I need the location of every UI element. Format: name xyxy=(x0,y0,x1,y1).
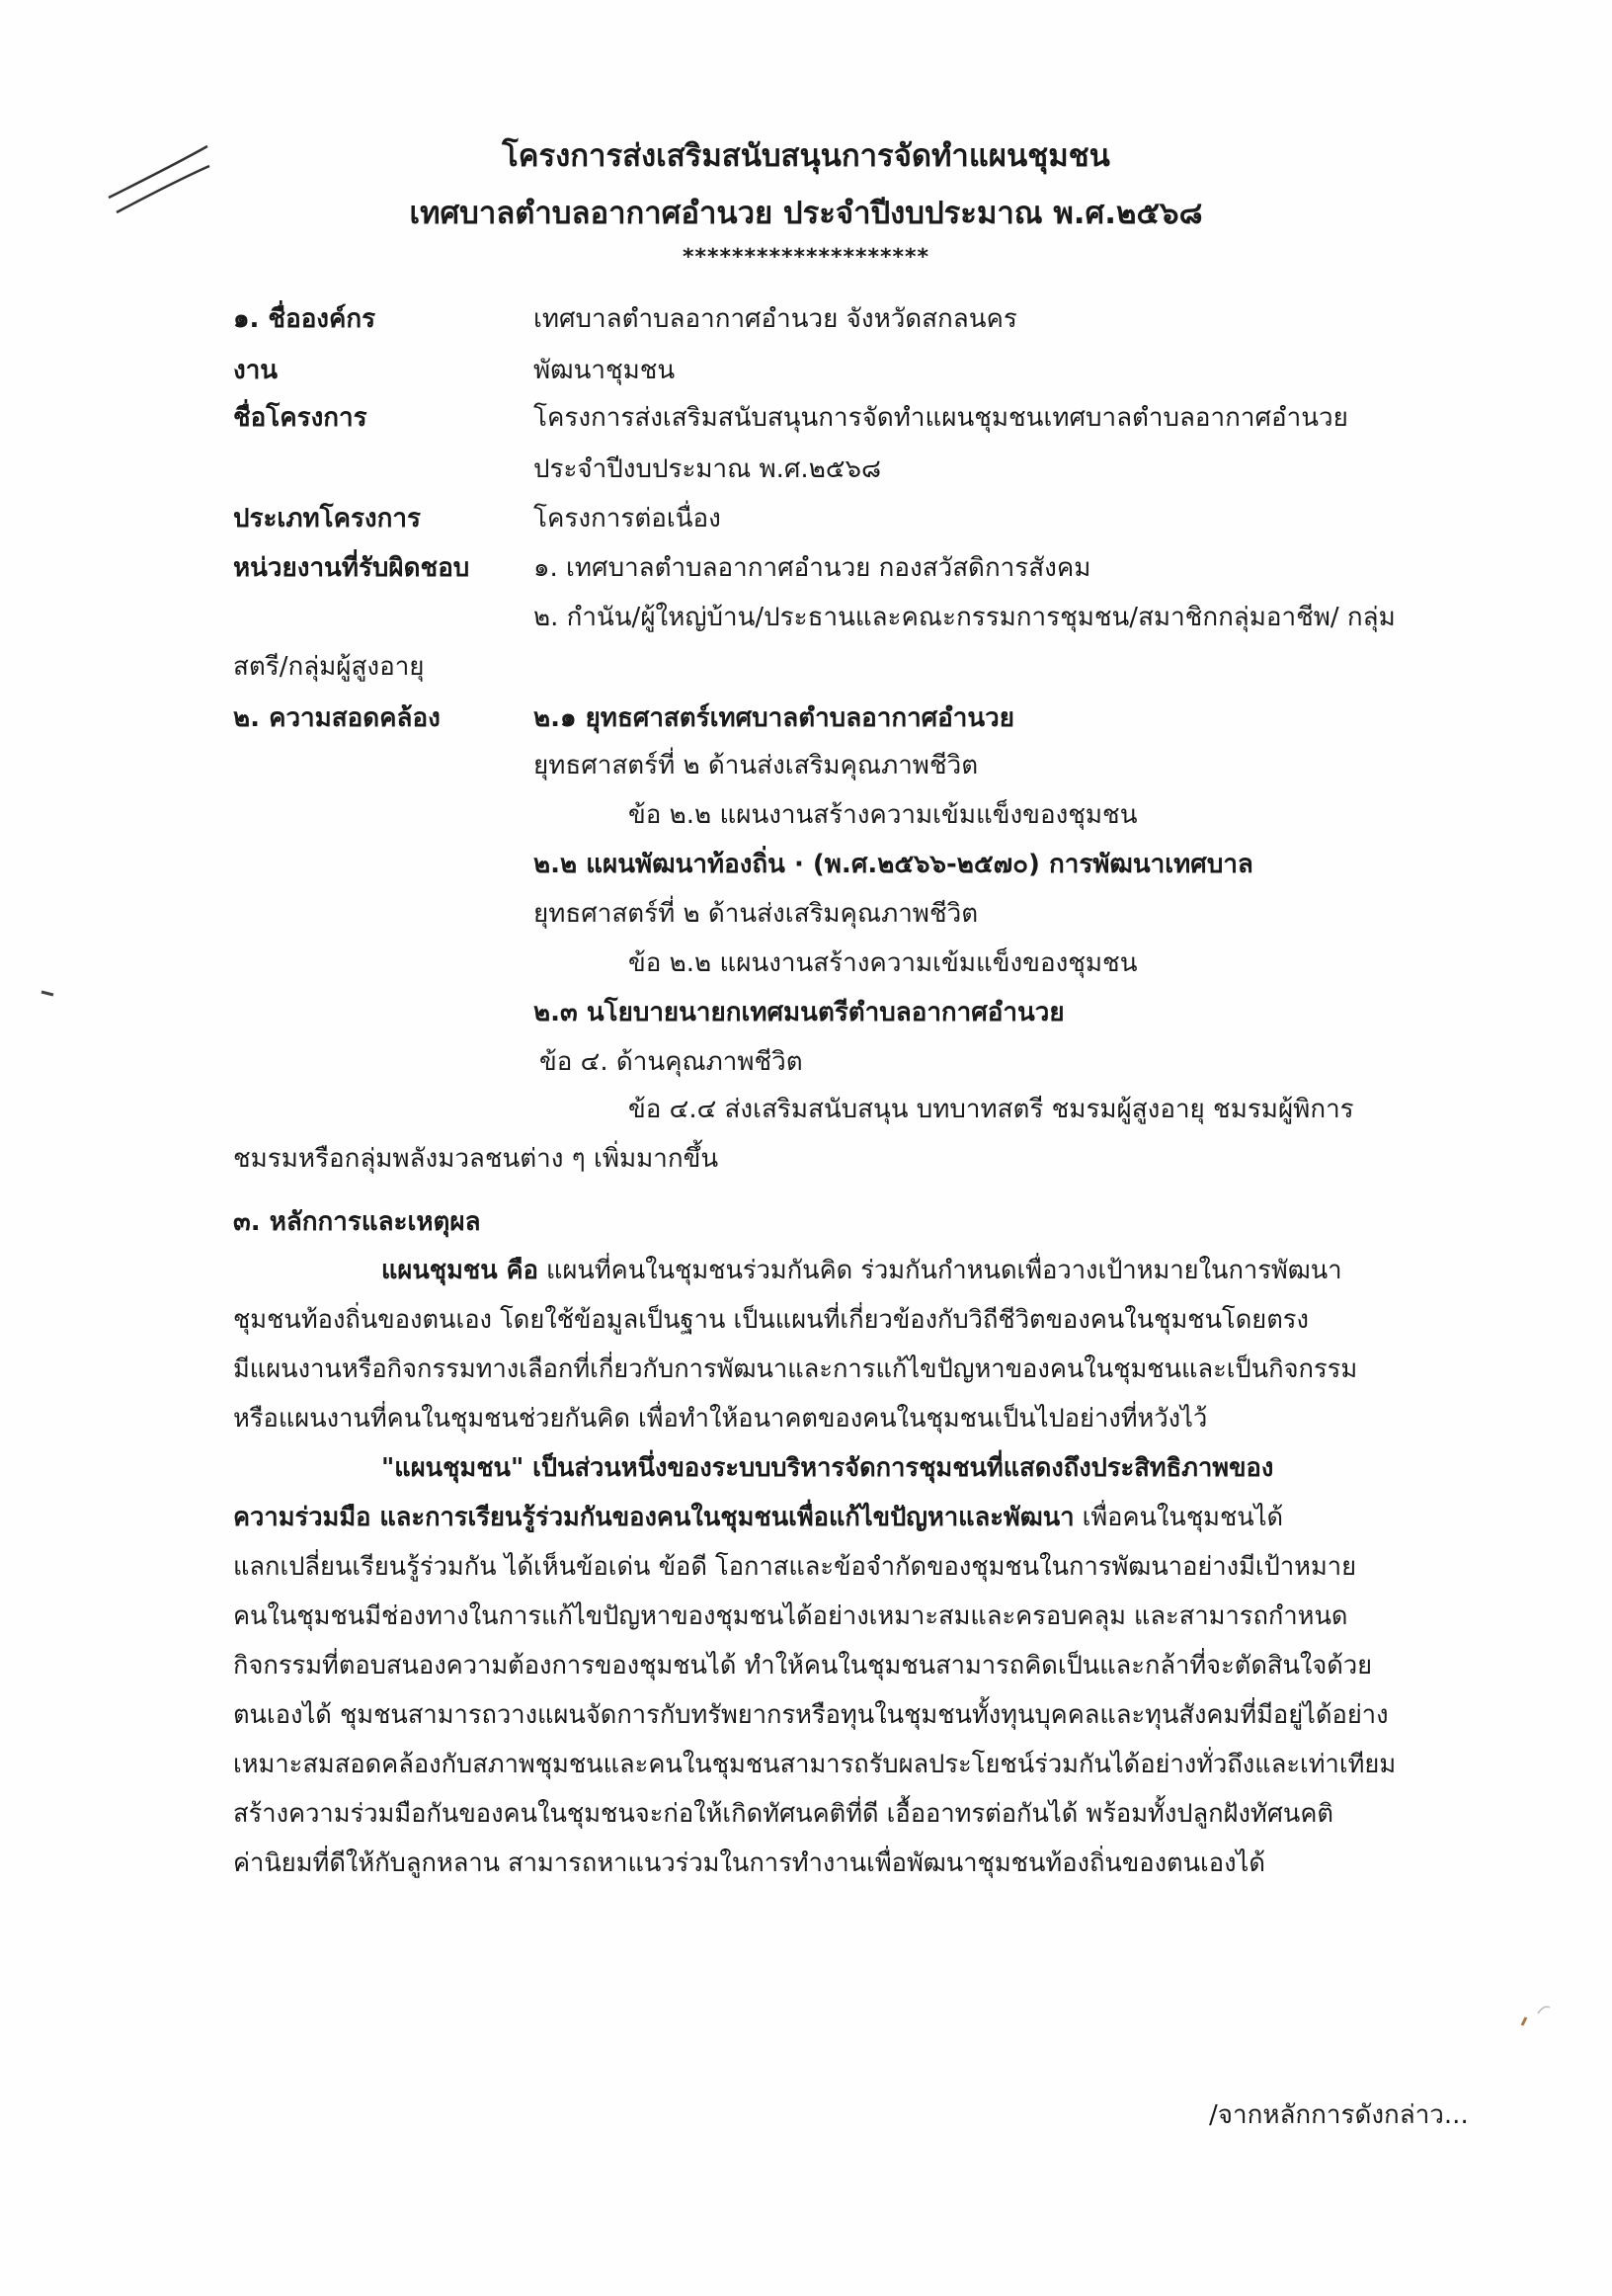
project-value-year: ประจำปีงบประมาณ พ.ศ.๒๕๖๘ xyxy=(533,454,882,484)
work-label: งาน xyxy=(233,356,279,385)
rationale-p1-line-1 xyxy=(381,1251,1342,1290)
scan-speck-icon xyxy=(1516,1996,1556,2035)
rationale-p2-line-2 xyxy=(233,1498,1283,1537)
project-type-value: โครงการต่อเนื่อง xyxy=(533,504,721,533)
rationale-p1-text: แผนที่คนในชุมชนร่วมกันคิด ร่วมกันกำหนดเพื่อวางเป้าหมายในการพัฒนา xyxy=(546,1256,1342,1285)
section-2-3-subitem: ข้อ ๔.๔ ส่งเสริมสนับสนุน บทบาทสตรี ชมรมผู้สูงอายุ ชมรมผู้พิการ xyxy=(628,1095,1354,1124)
org-value: เทศบาลตำบลอากาศอำนวย จังหวัดสกลนคร xyxy=(533,304,1017,334)
rationale-p2-emphasis: ความร่วมมือ และการเรียนรู้ร่วมกันของคนในชุมชนเพื่อแก้ไขปัญหาและพัฒนา xyxy=(233,1503,1075,1532)
rationale-p2-line-9: ค่านิยมที่ดีให้กับลูกหลาน สามารถหาแนวร่วมในการทำงานเพื่อพัฒนาชุมชนท้องถิ่นของตนเองได้ xyxy=(233,1848,1265,1878)
title-divider: ******************** xyxy=(682,245,930,270)
section-2-1-item: ข้อ ๒.๒ แผนงานสร้างความเข้มแข็งของชุมชน xyxy=(628,800,1138,830)
rationale-p1-line-4: หรือแผนงานที่คนในชุมชนช่วยกันคิด เพื่อทำให้อนาคตของคนในชุมชนเป็นไปอย่างที่หวังไว้ xyxy=(233,1404,1208,1434)
work-value: พัฒนาชุมชน xyxy=(533,356,676,385)
project-label: ชื่อโครงการ xyxy=(233,403,367,433)
project-type-label: ประเภทโครงการ xyxy=(233,504,421,533)
section-2-3-subitem-cont: ชมรมหรือกลุ่มพลังมวลชนต่าง ๆ เพิ่มมากขึ้น xyxy=(233,1144,719,1174)
rationale-p2-rest: เพื่อคนในชุมชนได้ xyxy=(1082,1503,1284,1532)
rationale-p2-line-5: กิจกรรมที่ตอบสนองความต้องการของชุมชนได้ ทำให้คนในชุมชนสามารถคิดเป็นและกล้าที่จะตัดสินใจด้วย xyxy=(233,1651,1373,1681)
scan-speck-icon xyxy=(40,988,59,998)
rationale-p1-line-2: ชุมชนท้องถิ่นของตนเอง โดยใช้ข้อมูลเป็นฐาน เป็นแผนที่เกี่ยวข้องกับวิถีชีวิตของคนในชุมชนโดยตรง xyxy=(233,1305,1309,1335)
section-2-2-strategy: ยุทธศาสตร์ที่ ๒ ด้านส่งเสริมคุณภาพชีวิต xyxy=(533,899,979,929)
rationale-p2-line-1: "แผนชุมชน" เป็นส่วนหนึ่งของระบบบริหารจัดการชุมชนที่แสดงถึงประสิทธิภาพของ xyxy=(381,1453,1274,1483)
responsible-item-1: ๑. เทศบาลตำบลอากาศอำนวย กองสวัสดิการสังคม xyxy=(533,553,1091,583)
document-subtitle: เทศบาลตำบลอากาศอำนวย ประจำปีงบประมาณ พ.ศ.๒๕๖๘ xyxy=(409,196,1203,231)
section-2-2-item: ข้อ ๒.๒ แผนงานสร้างความเข้มแข็งของชุมชน xyxy=(628,948,1138,978)
document-title: โครงการส่งเสริมสนับสนุนการจัดทำแผนชุมชน xyxy=(502,138,1110,174)
org-label: ๑. ชื่อองค์กร xyxy=(233,304,376,334)
section-2-2-title: ๒.๒ แผนพัฒนาท้องถิ่น · (พ.ศ.๒๕๖๖-๒๕๗๐) การพัฒนาเทศบาล xyxy=(533,850,1253,879)
responsible-item-2: ๒. กำนัน/ผู้ใหญ่บ้าน/ประธานและคณะกรรมการชุมชน/สมาชิกกลุ่มอาชีพ/ กลุ่ม xyxy=(533,603,1396,632)
rationale-p2-line-6: ตนเองได้ ชุมชนสามารถวางแผนจัดการกับทรัพยากรหรือทุนในชุมชนทั้งทุนบุคคลและทุนสังคมที่มีอยู่ได้อย่าง xyxy=(233,1700,1389,1730)
consistency-label: ๒. ความสอดคล้อง xyxy=(233,703,441,733)
rationale-p2-line-3: แลกเปลี่ยนเรียนรู้ร่วมกัน ได้เห็นข้อเด่น ข้อดี โอกาสและข้อจำกัดของชุมชนในการพัฒนาอย่างมีเป้าหมาย xyxy=(233,1552,1357,1582)
rationale-p2-line-8: สร้างความร่วมมือกันของคนในชุมชนจะก่อให้เกิดทัศนคติที่ดี เอื้ออาทรต่อกันได้ พร้อมทั้งปลูกฝังทัศนคติ xyxy=(233,1799,1333,1829)
section-2-3-title: ๒.๓ นโยบายนายกเทศมนตรีตำบลอากาศอำนวย xyxy=(533,998,1065,1027)
rationale-p2-line-4: คนในชุมชนมีช่องทางในการแก้ไขปัญหาของชุมชนได้อย่างเหมาะสมและครอบคลุม และสามารถกำหนด xyxy=(233,1601,1348,1631)
section-2-3-item: ข้อ ๔. ด้านคุณภาพชีวิต xyxy=(539,1047,803,1077)
responsible-label: หน่วยงานที่รับผิดชอบ xyxy=(233,553,470,583)
project-value: โครงการส่งเสริมสนับสนุนการจัดทำแผนชุมชนเทศบาลตำบลอากาศอำนวย xyxy=(533,403,1348,433)
section-2-1-strategy: ยุทธศาสตร์ที่ ๒ ด้านส่งเสริมคุณภาพชีวิต xyxy=(533,751,979,780)
responsible-item-2-cont: สตรี/กลุ่มผู้สูงอายุ xyxy=(233,652,425,682)
rationale-p2-line-7: เหมาะสมสอดคล้องกับสภาพชุมชนและคนในชุมชนสามารถรับผลประโยชน์ร่วมกันได้อย่างทั่วถึงและเท่าเทียม xyxy=(233,1750,1397,1779)
rationale-p1-term: แผนชุมชน คือ xyxy=(381,1256,538,1285)
continued-note: /จากหลักการดังกล่าว... xyxy=(1209,2100,1469,2130)
rationale-p1-line-3: มีแผนงานหรือกิจกรรมทางเลือกที่เกี่ยวกับการพัฒนาและการแก้ไขปัญหาของคนในชุมชนและเป็นกิจกรรม xyxy=(233,1354,1358,1384)
section-2-1-title: ๒.๑ ยุทธศาสตร์เทศบาลตำบลอากาศอำนวย xyxy=(533,703,1015,733)
rationale-label: ๓. หลักการและเหตุผล xyxy=(233,1207,481,1237)
